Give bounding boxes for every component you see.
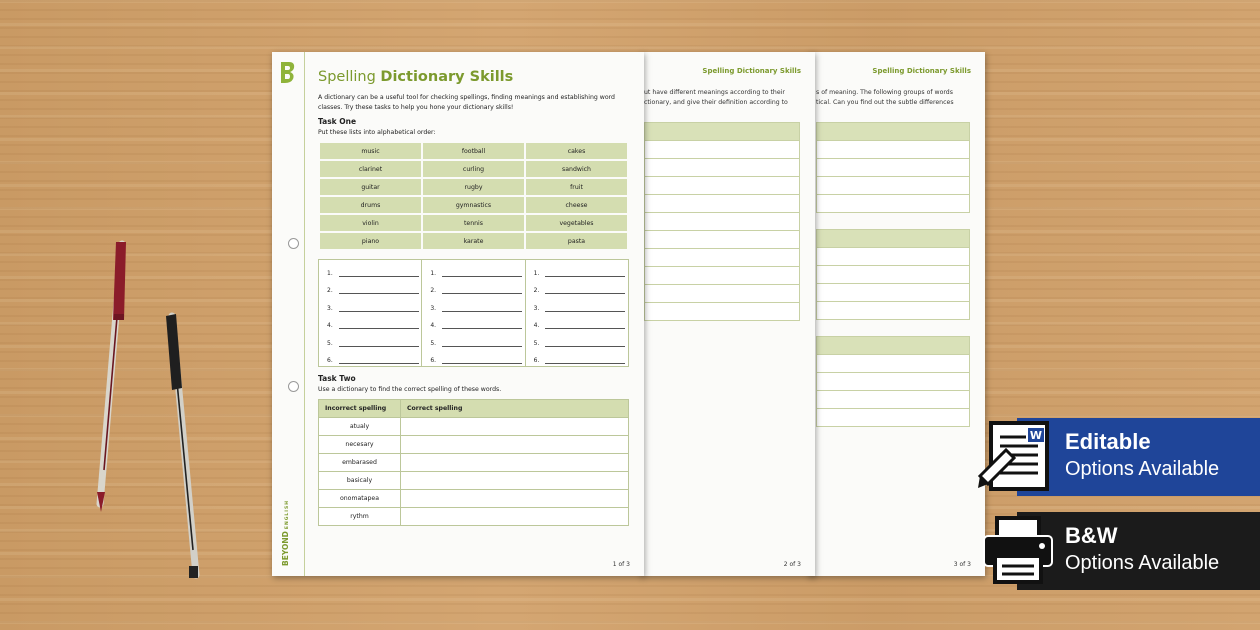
page-header: Spelling Dictionary Skills [872,67,971,75]
page-title: Spelling Dictionary Skills [318,69,514,85]
table-row: basicaly [319,472,629,490]
page-header: Spelling Dictionary Skills [702,67,801,75]
worksheet-page-1 [272,52,644,576]
definition-table [816,229,970,320]
table-row: clarinet curling sandwich [319,160,628,178]
pens [80,230,220,590]
badge-title: Editable [1065,429,1151,454]
badge-subtitle: Options Available [1065,552,1220,574]
task-one-heading: Task One [318,117,357,126]
intro-fragment: ctionary, and give their definition according to [644,99,788,106]
logo-icon [279,60,297,84]
page-number: 2 of 3 [783,561,801,568]
word-list-table [318,141,629,251]
svg-text:W: W [1029,429,1043,442]
punch-hole [288,238,299,249]
worksheet-page-2 [640,52,815,576]
table-row: violin tennis vegetables [319,214,628,232]
brand-mark [281,476,295,566]
word-document-icon [976,420,1056,494]
task-two-instruction: Use a dictionary to find the correct spelling of these words. [318,386,502,393]
answer-grid [318,259,629,367]
table-row: rythm [319,508,629,526]
badge-title: B&W [1065,523,1118,548]
margin-strip [272,52,305,576]
table-header-row: Incorrect spelling Correct spelling [319,400,629,418]
spelling-table [318,399,629,526]
intro-text: A dictionary can be a useful tool for checking spellings, finding meanings and establishing word classes. Try these tasks to help you hone your dictionary skills! [318,94,615,111]
red-pen-icon [97,242,126,512]
table-row: guitar rugby fruit [319,178,628,196]
page-number: 1 of 3 [612,561,630,568]
table-row: embarased [319,454,629,472]
intro-fragment: s of meaning. The following groups of words [816,89,953,96]
page-number: 3 of 3 [953,561,971,568]
worksheet-page-3 [808,52,985,576]
table-row: necesary [319,436,629,454]
intro-fragment: ut have different meanings according to their [644,89,785,96]
answer-column: 1. 2. 3. 4. 5. 6. [526,260,628,366]
badge-subtitle: Options Available [1065,458,1220,480]
table-row: music football cakes [319,142,628,160]
punch-hole [288,381,299,392]
black-pen-icon [166,314,198,578]
printer-icon [980,514,1056,586]
answer-column: 1. 2. 3. 4. 5. 6. [319,260,422,366]
table-row: atualy [319,418,629,436]
definition-table [816,336,970,427]
task-one-instruction: Put these lists into alphabetical order: [318,129,436,136]
answer-column: 1. 2. 3. 4. 5. 6. [422,260,525,366]
definition-table [816,122,970,213]
intro-fragment: tical. Can you find out the subtle differences [816,99,954,106]
table-row: piano karate pasta [319,232,628,250]
definition-table [644,122,800,321]
table-row: onomatapea [319,490,629,508]
brand-sub: ENGLISH [285,500,290,530]
table-row: drums gymnastics cheese [319,196,628,214]
task-two-heading: Task Two [318,374,356,383]
brand-main: BEYOND [281,531,290,566]
